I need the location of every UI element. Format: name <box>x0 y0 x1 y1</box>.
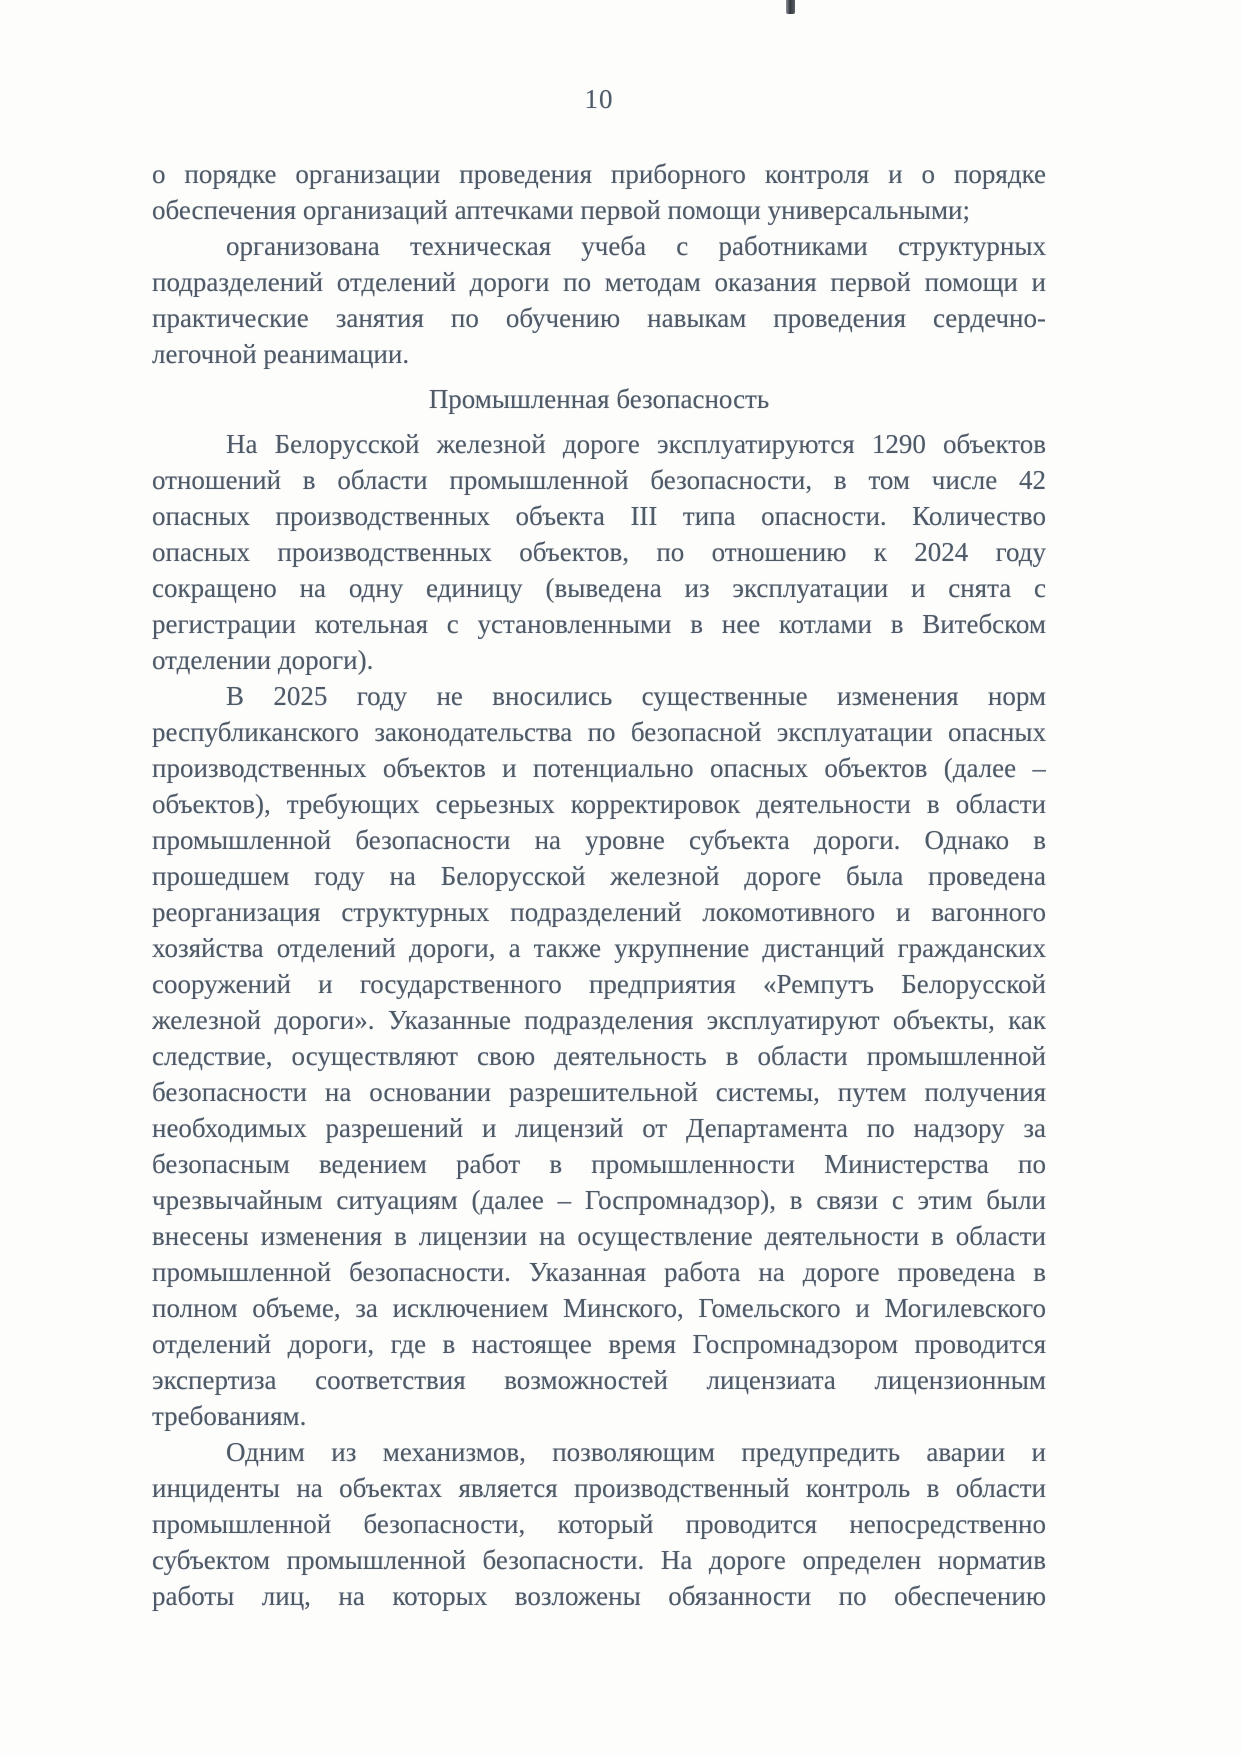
text-line: безопасности на основании разрешительной системы, путем получения <box>152 1077 1046 1107</box>
text-line: промышленной безопасности на уровне субъекта дороги. Однако в <box>152 825 1046 855</box>
scan-artifact-mark <box>786 0 795 14</box>
text-line: сооружений и государственного предприятия «Ремпутъ Белорусской <box>152 969 1046 999</box>
text-line: работы лиц, на которых возложены обязанности по обеспечению <box>152 1581 1046 1611</box>
text-line: необходимых разрешений и лицензий от Департамента по надзору за <box>152 1113 1046 1143</box>
text-line: отношений в области промышленной безопасности, в том числе 42 <box>152 465 1046 495</box>
text-line: отделении дороги). <box>152 645 374 675</box>
paragraph <box>152 1434 1046 1614</box>
text-line: инциденты на объектах является производственный контроль в области <box>152 1473 1046 1503</box>
text-line: отделений дороги, где в настоящее время Госпромнадзором проводится <box>152 1329 1046 1359</box>
text-line: промышленной безопасности. Указанная работа на дороге проведена в <box>152 1257 1046 1287</box>
text-line: Одним из механизмов, позволяющим предупредить аварии и <box>226 1437 1046 1467</box>
text-line: безопасным ведением работ в промышленности Министерства по <box>152 1149 1046 1179</box>
text-line: хозяйства отделений дороги, а также укрупнение дистанций гражданских <box>152 933 1046 963</box>
text-line: производственных объектов и потенциально опасных объектов (далее – <box>152 753 1046 783</box>
page-number: 10 <box>584 84 614 114</box>
text-line: железной дороги». Указанные подразделения эксплуатируют объекты, как <box>152 1005 1046 1035</box>
section-heading: Промышленная безопасность <box>428 384 770 414</box>
paragraph <box>152 678 1046 1434</box>
text-line: легочной реанимации. <box>152 339 410 369</box>
text-line: субъектом промышленной безопасности. На дороге определен норматив <box>152 1545 1046 1575</box>
text-line: внесены изменения в лицензии на осуществление деятельности в области <box>152 1221 1046 1251</box>
text-line: опасных производственных объекта III типа опасности. Количество <box>152 501 1046 531</box>
text-line: республиканского законодательства по безопасной эксплуатации опасных <box>152 717 1046 747</box>
text-line: обеспечения организаций аптечками первой помощи универсальными; <box>152 195 970 225</box>
text-line: В 2025 году не вносились существенные изменения норм <box>226 681 1046 711</box>
text-line: подразделений отделений дороги по методам оказания первой помощи и <box>152 267 1046 297</box>
text-line: прошедшем году на Белорусской железной дороге была проведена <box>152 861 1046 891</box>
text-line: На Белорусской железной дороге эксплуатируются 1290 объектов <box>226 429 1046 459</box>
text-line: объектов), требующих серьезных корректировок деятельности в области <box>152 789 1046 819</box>
text-line: опасных производственных объектов, по отношению к 2024 году <box>152 537 1046 567</box>
text-line: полном объеме, за исключением Минского, Гомельского и Могилевского <box>152 1293 1046 1323</box>
text-line: следствие, осуществляют свою деятельность в области промышленной <box>152 1041 1046 1071</box>
text-line: экспертиза соответствия возможностей лицензиата лицензионным <box>152 1365 1046 1395</box>
text-line: регистрации котельная с установленными в нее котлами в Витебском <box>152 609 1046 639</box>
text-line: требованиям. <box>152 1401 307 1431</box>
paragraph <box>152 426 1046 678</box>
text-line: сокращено на одну единицу (выведена из эксплуатации и снята с <box>152 573 1046 603</box>
document-body <box>152 156 1046 1614</box>
text-line: о порядке организации проведения приборного контроля и о порядке <box>152 159 1046 189</box>
text-line: промышленной безопасности, который проводится непосредственно <box>152 1509 1046 1539</box>
text-line: чрезвычайным ситуациям (далее – Госпромнадзор), в связи с этим были <box>152 1185 1046 1215</box>
text-line: организована техническая учеба с работниками структурных <box>226 231 1046 261</box>
text-line: реорганизация структурных подразделений локомотивного и вагонного <box>152 897 1046 927</box>
text-line: практические занятия по обучению навыкам проведения сердечно- <box>152 303 1046 333</box>
paragraph <box>152 228 1046 372</box>
paragraph <box>152 156 1046 228</box>
